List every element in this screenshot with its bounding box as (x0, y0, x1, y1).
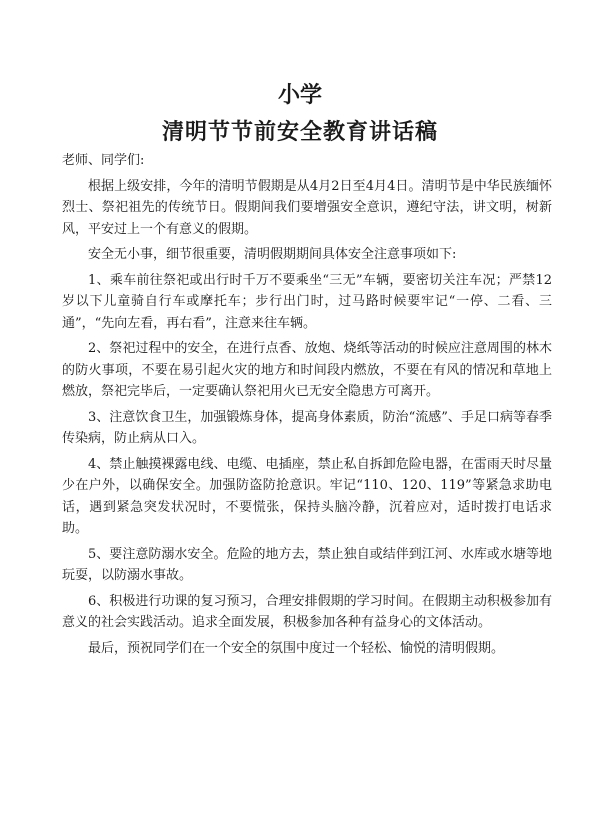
document-body (62, 150, 552, 663)
paragraph-safety-notice: 安全无小事，细节很重要，清明假期期间具体安全注意事项如下: (88, 247, 457, 262)
paragraph-intro: 根据上级安排，今年的清明节假期是从4月2日至4月4日。清明节是中华民族缅怀烈士、祭祀祖先的传统节日。假期间我们要增强安全意识，遵纪守法，讲文明，树新风，平安过上一个有意义的假期。 (62, 178, 552, 237)
paragraph-item-5: 5、要注意防溺水安全。危险的地方去，禁止独自或结伴到江河、水库或水塘等地玩耍，以防溺水事故。 (62, 546, 552, 583)
paragraph-item-1: 1、乘车前往祭祀或出行时千万不要乘坐“三无”车辆，要密切关注车况；严禁12岁以下儿童骑自行车或摩托车；步行出门时，过马路时候要牢记“一停、二看、三通”，“先向左看，再右看”，注意来往车辆。 (62, 272, 552, 331)
greeting: 老师、同学们: (62, 153, 145, 168)
document-subtitle: 小学 (277, 82, 322, 108)
paragraph-closing: 最后，预祝同学们在一个安全的氛围中度过一个轻松、愉悦的清明假期。 (88, 640, 505, 656)
document-title: 清明节节前安全教育讲话稿 (161, 119, 438, 145)
paragraph-item-2: 2、祭祀过程中的安全，在进行点香、放炮、烧纸等活动的时候应注意周围的林木的防火事项，不要在易引起火灾的地方和时间段内燃放，不要在有风的情况和草地上燃放，祭祀完毕后，一定要确认祭祀用火已无安全隐患方可离开。 (62, 341, 552, 399)
paragraph-item-3: 3、注意饮食卫生，加强锻炼身体，提高身体素质，防治“流感”、手足口病等春季传染病，防止病从口入。 (62, 409, 552, 446)
paragraph-item-6: 6、积极进行功课的复习预习，合理安排假期的学习时间。在假期主动积极参加有意义的社会实践活动。追求全面发展，积极参加各种有益身心的文体活动。 (62, 593, 552, 630)
paragraph-item-4: 4、禁止触摸裸露电线、电缆、电插座，禁止私自拆卸危险电器，在雷雨天时尽量少在户外，以确保安全。加强防盗防抢意识。牢记“110、120、119”等紧急求助电话，遇到紧急突发状况时，不要慌张，保持头脑冷静，沉着应对，适时拨打电话求助。 (62, 456, 552, 536)
